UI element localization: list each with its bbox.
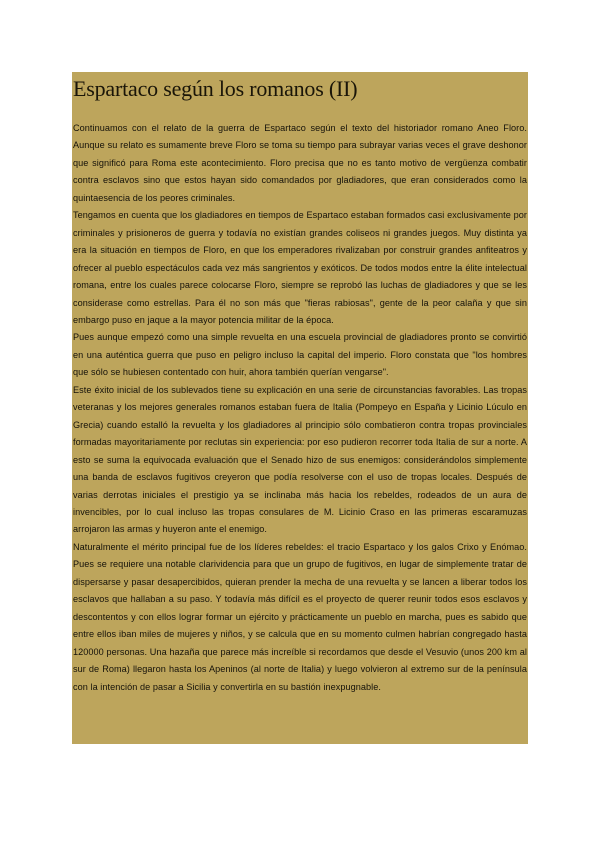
paragraph: Tengamos en cuenta que los gladiadores en tiempos de Espartaco estaban formados casi exclusivamente por criminales y prisioneros de guerra y todavía no existían grandes coliseos ni grandes juegos. Muy distinta ya era la situación en tiempos de Floro, en que los emperadores rivalizaban por construir grandes anfiteatros y ofrecer al pueblo espectáculos cada vez más sangrientos y exóticos. De todos modos entre la élite intelectual romana, entre los cuales parece colocarse Floro, siempre se reprobó las luchas de gladiadores y que se les considerase como estrellas. Para él no son más que "fieras rabiosas", gente de la peor calaña y que sin embargo puso en jaque a la mayor potencia militar de la época. <box>73 210 527 325</box>
document-body <box>73 120 527 696</box>
paragraph: Pues aunque empezó como una simple revuelta en una escuela provincial de gladiadores pronto se convirtió en una auténtica guerra que puso en peligro incluso la capital del imperio. Floro constata que "los hombres que sólo se hubiesen contentado con huir, ahora también querían vengarse". <box>73 332 527 378</box>
paragraph: Continuamos con el relato de la guerra de Espartaco según el texto del historiador romano Aneo Floro. Aunque su relato es sumamente breve Floro se toma su tiempo para subrayar varias veces el grave deshonor que significó para Roma este acontecimiento. Floro precisa que no es tanto motivo de vergüenza combatir contra esclavos sino que estos hayan sido comandados por gladiadores, que eran considerados como la quintaesencia de los peores criminales. <box>73 123 527 203</box>
document-page-block <box>72 72 528 744</box>
paragraph: Este éxito inicial de los sublevados tiene su explicación en una serie de circunstancias favorables. Las tropas veteranas y los mejores generales romanos estaban fuera de Italia (Pompeyo en España y Licinio Lúculo en Grecia) cuando estalló la revuelta y los gladiadores al principio sólo combatieron contra tropas provinciales formadas mayoritariamente por reclutas sin experiencia: por eso pudieron recorrer toda Italia de sur a norte. A esto se suma la equivocada evaluación que el Senado hizo de sus enemigos: considerándolos simplemente una banda de esclavos fugitivos creyeron que podía resolverse con el uso de tropas locales. Después de varias derrotas iniciales el prestigio ya se inclinaba más hacia los rebeldes, rodeados de un aura de invencibles, por lo cual incluso las tropas consulares de M. Licinio Craso en las primeras escaramuzas arrojaron las armas y huyeron ante el enemigo. <box>73 384 527 535</box>
paragraph: Naturalmente el mérito principal fue de los líderes rebeldes: el tracio Espartaco y los galos Crixo y Enómao. Pues se requiere una notable clarividencia para que un grupo de fugitivos, en lugar de simplemente tratar de dispersarse y pasar desapercibidos, quieran prender la mecha de una revuelta y se lancen a liberar todos los esclavos que hallaban a su paso. Y todavía más difícil es el proyecto de querer reunir todos esos esclavos y descontentos y con ellos lograr formar un ejército y prácticamente un pueblo en marcha, pues es sabido que entre ellos iban miles de mujeres y niños, y se calcula que en su momento culmen habrían congregado hasta 120000 personas. Una hazaña que parece más increíble si recordamos que desde el Vesuvio (unos 200 km al sur de Roma) llegaron hasta los Apeninos (al norte de Italia) y luego volvieron al extremo sur de la península con la intención de pasar a Sicilia y convertirla en su bastión inexpugnable. <box>73 541 527 692</box>
document-title: Espartaco según los romanos (II) <box>73 76 358 101</box>
